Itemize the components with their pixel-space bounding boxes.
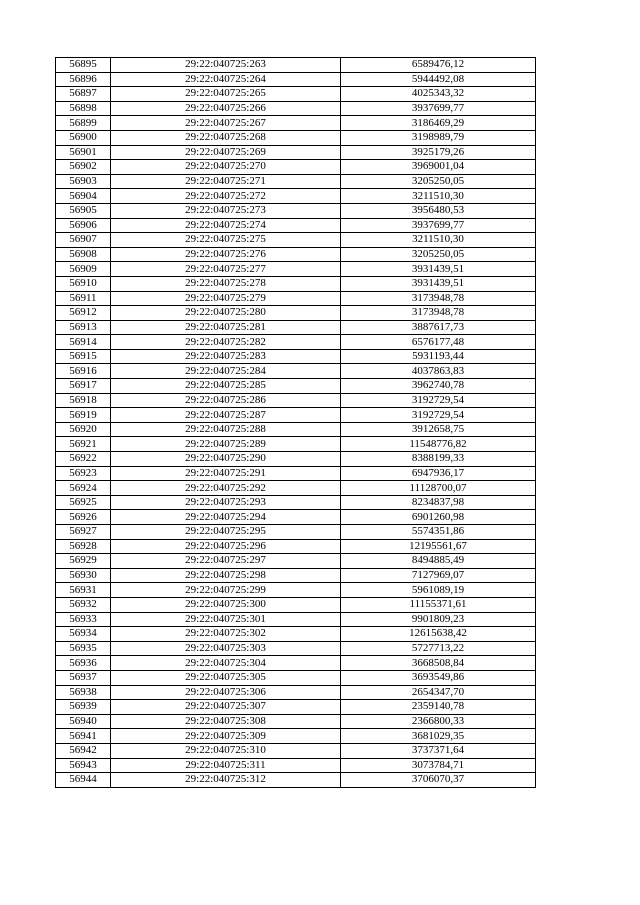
table-row <box>56 583 536 598</box>
table-row <box>56 349 536 364</box>
table-row <box>56 291 536 306</box>
row-number-cell: 56939 <box>56 700 111 715</box>
value-cell: 5727713,22 <box>341 641 536 656</box>
cadastral-number-cell: 29:22:040725:289 <box>111 437 341 452</box>
table-row <box>56 262 536 277</box>
row-number-cell: 56936 <box>56 656 111 671</box>
value-cell: 6589476,12 <box>341 58 536 73</box>
value-cell: 2654347,70 <box>341 685 536 700</box>
value-cell: 3931439,51 <box>341 276 536 291</box>
cadastral-number-cell: 29:22:040725:277 <box>111 262 341 277</box>
cadastral-number-cell: 29:22:040725:273 <box>111 203 341 218</box>
table-row <box>56 656 536 671</box>
table-row <box>56 101 536 116</box>
value-cell: 11128700,07 <box>341 481 536 496</box>
value-cell: 3706070,37 <box>341 773 536 788</box>
cadastral-number-cell: 29:22:040725:292 <box>111 481 341 496</box>
table-row <box>56 335 536 350</box>
value-cell: 3925179,26 <box>341 145 536 160</box>
table-row <box>56 539 536 554</box>
cadastral-number-cell: 29:22:040725:275 <box>111 233 341 248</box>
value-cell: 5961089,19 <box>341 583 536 598</box>
table-row <box>56 481 536 496</box>
table-row <box>56 408 536 423</box>
row-number-cell: 56926 <box>56 510 111 525</box>
table-row <box>56 437 536 452</box>
table-row <box>56 116 536 131</box>
value-cell: 8388199,33 <box>341 452 536 467</box>
row-number-cell: 56918 <box>56 393 111 408</box>
cadastral-number-cell: 29:22:040725:272 <box>111 189 341 204</box>
row-number-cell: 56915 <box>56 349 111 364</box>
table-row <box>56 233 536 248</box>
data-table <box>55 57 536 788</box>
row-number-cell: 56937 <box>56 670 111 685</box>
value-cell: 5574351,86 <box>341 525 536 540</box>
value-cell: 3912658,75 <box>341 422 536 437</box>
value-cell: 4025343,32 <box>341 87 536 102</box>
value-cell: 3073784,71 <box>341 758 536 773</box>
value-cell: 9901809,23 <box>341 612 536 627</box>
table-row <box>56 218 536 233</box>
row-number-cell: 56917 <box>56 379 111 394</box>
cadastral-number-cell: 29:22:040725:296 <box>111 539 341 554</box>
value-cell: 3931439,51 <box>341 262 536 277</box>
value-cell: 3737371,64 <box>341 743 536 758</box>
cadastral-number-cell: 29:22:040725:274 <box>111 218 341 233</box>
cadastral-number-cell: 29:22:040725:308 <box>111 714 341 729</box>
cadastral-number-cell: 29:22:040725:269 <box>111 145 341 160</box>
table-row <box>56 670 536 685</box>
table-row <box>56 203 536 218</box>
cadastral-number-cell: 29:22:040725:263 <box>111 58 341 73</box>
value-cell: 7127969,07 <box>341 568 536 583</box>
table-row <box>56 525 536 540</box>
cadastral-number-cell: 29:22:040725:295 <box>111 525 341 540</box>
value-cell: 3192729,54 <box>341 408 536 423</box>
value-cell: 3186469,29 <box>341 116 536 131</box>
cadastral-number-cell: 29:22:040725:280 <box>111 306 341 321</box>
row-number-cell: 56905 <box>56 203 111 218</box>
cadastral-number-cell: 29:22:040725:278 <box>111 276 341 291</box>
cadastral-number-cell: 29:22:040725:291 <box>111 466 341 481</box>
cadastral-number-cell: 29:22:040725:266 <box>111 101 341 116</box>
table-row <box>56 466 536 481</box>
cadastral-number-cell: 29:22:040725:299 <box>111 583 341 598</box>
row-number-cell: 56942 <box>56 743 111 758</box>
table-row <box>56 452 536 467</box>
value-cell: 3211510,30 <box>341 233 536 248</box>
cadastral-number-cell: 29:22:040725:276 <box>111 247 341 262</box>
row-number-cell: 56943 <box>56 758 111 773</box>
value-cell: 3681029,35 <box>341 729 536 744</box>
row-number-cell: 56911 <box>56 291 111 306</box>
table-row <box>56 58 536 73</box>
cadastral-number-cell: 29:22:040725:279 <box>111 291 341 306</box>
cadastral-number-cell: 29:22:040725:307 <box>111 700 341 715</box>
value-cell: 12195561,67 <box>341 539 536 554</box>
row-number-cell: 56895 <box>56 58 111 73</box>
cadastral-number-cell: 29:22:040725:300 <box>111 597 341 612</box>
row-number-cell: 56919 <box>56 408 111 423</box>
value-cell: 6576177,48 <box>341 335 536 350</box>
cadastral-number-cell: 29:22:040725:297 <box>111 554 341 569</box>
row-number-cell: 56904 <box>56 189 111 204</box>
table-row <box>56 320 536 335</box>
value-cell: 5944492,08 <box>341 72 536 87</box>
cadastral-number-cell: 29:22:040725:290 <box>111 452 341 467</box>
row-number-cell: 56933 <box>56 612 111 627</box>
table-row <box>56 145 536 160</box>
table-row <box>56 773 536 788</box>
cadastral-number-cell: 29:22:040725:306 <box>111 685 341 700</box>
cadastral-number-cell: 29:22:040725:286 <box>111 393 341 408</box>
table-row <box>56 422 536 437</box>
table-row <box>56 393 536 408</box>
table-row <box>56 597 536 612</box>
table-row <box>56 700 536 715</box>
value-cell: 3969001,04 <box>341 160 536 175</box>
cadastral-number-cell: 29:22:040725:285 <box>111 379 341 394</box>
value-cell: 3205250,05 <box>341 174 536 189</box>
row-number-cell: 56910 <box>56 276 111 291</box>
row-number-cell: 56941 <box>56 729 111 744</box>
row-number-cell: 56925 <box>56 495 111 510</box>
row-number-cell: 56940 <box>56 714 111 729</box>
value-cell: 2366800,33 <box>341 714 536 729</box>
row-number-cell: 56928 <box>56 539 111 554</box>
value-cell: 3173948,78 <box>341 306 536 321</box>
row-number-cell: 56932 <box>56 597 111 612</box>
table-row <box>56 189 536 204</box>
table-row <box>56 641 536 656</box>
value-cell: 8494885,49 <box>341 554 536 569</box>
row-number-cell: 56896 <box>56 72 111 87</box>
cadastral-number-cell: 29:22:040725:294 <box>111 510 341 525</box>
value-cell: 3956480,53 <box>341 203 536 218</box>
value-cell: 4037863,83 <box>341 364 536 379</box>
value-cell: 3173948,78 <box>341 291 536 306</box>
cadastral-number-cell: 29:22:040725:298 <box>111 568 341 583</box>
row-number-cell: 56914 <box>56 335 111 350</box>
value-cell: 6947936,17 <box>341 466 536 481</box>
cadastral-number-cell: 29:22:040725:271 <box>111 174 341 189</box>
cadastral-number-cell: 29:22:040725:281 <box>111 320 341 335</box>
value-cell: 3198989,79 <box>341 130 536 145</box>
value-cell: 3192729,54 <box>341 393 536 408</box>
value-cell: 3668508,84 <box>341 656 536 671</box>
row-number-cell: 56901 <box>56 145 111 160</box>
row-number-cell: 56906 <box>56 218 111 233</box>
cadastral-number-cell: 29:22:040725:283 <box>111 349 341 364</box>
row-number-cell: 56938 <box>56 685 111 700</box>
cadastral-number-cell: 29:22:040725:301 <box>111 612 341 627</box>
row-number-cell: 56907 <box>56 233 111 248</box>
cadastral-number-cell: 29:22:040725:303 <box>111 641 341 656</box>
table-row <box>56 685 536 700</box>
table-row <box>56 743 536 758</box>
row-number-cell: 56913 <box>56 320 111 335</box>
row-number-cell: 56916 <box>56 364 111 379</box>
cadastral-number-cell: 29:22:040725:312 <box>111 773 341 788</box>
cadastral-number-cell: 29:22:040725:288 <box>111 422 341 437</box>
row-number-cell: 56929 <box>56 554 111 569</box>
cadastral-number-cell: 29:22:040725:305 <box>111 670 341 685</box>
table-body <box>56 58 536 788</box>
cadastral-number-cell: 29:22:040725:284 <box>111 364 341 379</box>
value-cell: 6901260,98 <box>341 510 536 525</box>
cadastral-number-cell: 29:22:040725:311 <box>111 758 341 773</box>
row-number-cell: 56930 <box>56 568 111 583</box>
value-cell: 3887617,73 <box>341 320 536 335</box>
cadastral-number-cell: 29:22:040725:309 <box>111 729 341 744</box>
cadastral-number-cell: 29:22:040725:304 <box>111 656 341 671</box>
cadastral-number-cell: 29:22:040725:293 <box>111 495 341 510</box>
row-number-cell: 56900 <box>56 130 111 145</box>
cadastral-number-cell: 29:22:040725:264 <box>111 72 341 87</box>
row-number-cell: 56927 <box>56 525 111 540</box>
table-row <box>56 568 536 583</box>
table-row <box>56 554 536 569</box>
row-number-cell: 56921 <box>56 437 111 452</box>
cadastral-number-cell: 29:22:040725:270 <box>111 160 341 175</box>
row-number-cell: 56944 <box>56 773 111 788</box>
value-cell: 3211510,30 <box>341 189 536 204</box>
table-row <box>56 160 536 175</box>
row-number-cell: 56931 <box>56 583 111 598</box>
table-row <box>56 758 536 773</box>
value-cell: 3962740,78 <box>341 379 536 394</box>
value-cell: 8234837,98 <box>341 495 536 510</box>
cadastral-number-cell: 29:22:040725:265 <box>111 87 341 102</box>
row-number-cell: 56908 <box>56 247 111 262</box>
row-number-cell: 56924 <box>56 481 111 496</box>
row-number-cell: 56897 <box>56 87 111 102</box>
table-row <box>56 495 536 510</box>
value-cell: 11548776,82 <box>341 437 536 452</box>
row-number-cell: 56920 <box>56 422 111 437</box>
table-row <box>56 510 536 525</box>
table-row <box>56 379 536 394</box>
table-row <box>56 87 536 102</box>
table-row <box>56 306 536 321</box>
cadastral-number-cell: 29:22:040725:302 <box>111 627 341 642</box>
table-row <box>56 714 536 729</box>
row-number-cell: 56903 <box>56 174 111 189</box>
cadastral-number-cell: 29:22:040725:268 <box>111 130 341 145</box>
table-row <box>56 729 536 744</box>
value-cell: 3937699,77 <box>341 101 536 116</box>
row-number-cell: 56909 <box>56 262 111 277</box>
row-number-cell: 56899 <box>56 116 111 131</box>
cadastral-number-cell: 29:22:040725:267 <box>111 116 341 131</box>
value-cell: 5931193,44 <box>341 349 536 364</box>
table-row <box>56 174 536 189</box>
cadastral-number-cell: 29:22:040725:282 <box>111 335 341 350</box>
cadastral-number-cell: 29:22:040725:287 <box>111 408 341 423</box>
cadastral-number-cell: 29:22:040725:310 <box>111 743 341 758</box>
value-cell: 2359140,78 <box>341 700 536 715</box>
row-number-cell: 56935 <box>56 641 111 656</box>
table-row <box>56 627 536 642</box>
row-number-cell: 56898 <box>56 101 111 116</box>
value-cell: 11155371,61 <box>341 597 536 612</box>
row-number-cell: 56923 <box>56 466 111 481</box>
row-number-cell: 56912 <box>56 306 111 321</box>
table-row <box>56 364 536 379</box>
row-number-cell: 56934 <box>56 627 111 642</box>
value-cell: 3693549,86 <box>341 670 536 685</box>
table-row <box>56 612 536 627</box>
table-row <box>56 72 536 87</box>
table-row <box>56 276 536 291</box>
table-row <box>56 247 536 262</box>
value-cell: 12615638,42 <box>341 627 536 642</box>
row-number-cell: 56902 <box>56 160 111 175</box>
value-cell: 3205250,05 <box>341 247 536 262</box>
row-number-cell: 56922 <box>56 452 111 467</box>
table-row <box>56 130 536 145</box>
value-cell: 3937699,77 <box>341 218 536 233</box>
